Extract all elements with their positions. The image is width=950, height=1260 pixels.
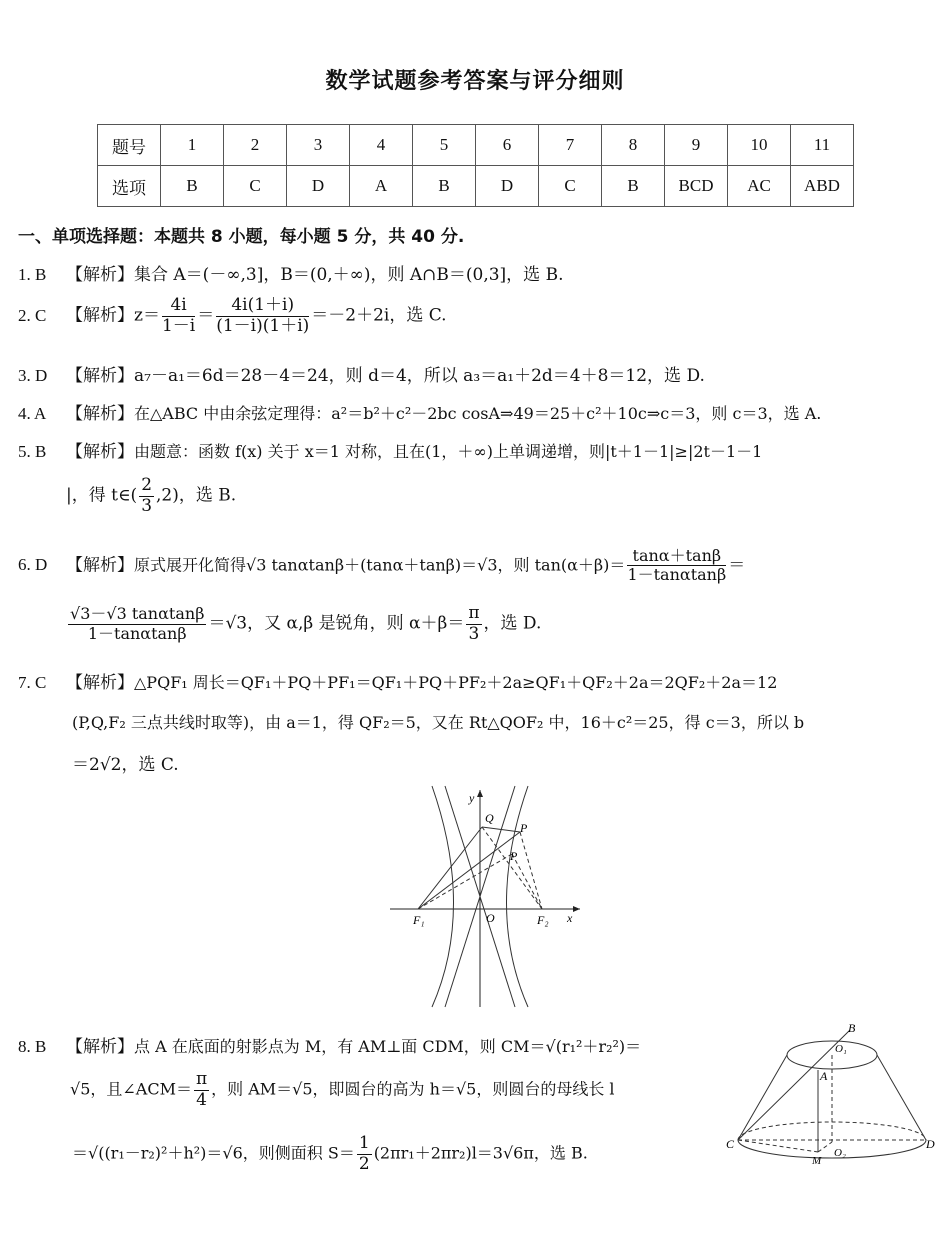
solution-text: △PQF₁ 周长＝QF₁＋PQ＋PF₁＝QF₁＋PQ＋PF₂＋2a≥QF₁＋QF₂＋2a＝2QF₂＋2a＝12 <box>134 673 778 692</box>
table-row-numbers <box>98 125 854 166</box>
point-label-o1: O₁ <box>835 1043 847 1055</box>
solution-line <box>18 361 705 386</box>
table-cell: 4 <box>350 125 413 166</box>
denominator: 1－i <box>161 315 196 336</box>
solution-line <box>18 399 821 424</box>
solution-text: ＝－2＋2i，选 C. <box>311 305 447 326</box>
analysis-tag: 【解析】 <box>66 673 134 693</box>
row-header-number: 题号 <box>98 125 161 166</box>
solution-line <box>66 604 541 644</box>
fraction <box>162 296 195 336</box>
frustum-figure <box>722 1018 940 1168</box>
solution-text: ＝√((r₁－r₂)²＋h²)＝√6，则侧面积 S＝ <box>72 1143 355 1163</box>
table-cell: D <box>476 166 539 207</box>
fraction <box>216 296 309 336</box>
solution-text: 点 A 在底面的射影点为 M，有 AM⊥面 CDM，则 CM＝√(r₁²＋r₂²)＝ <box>134 1037 642 1056</box>
point-label-o: O <box>486 911 495 925</box>
table-cell: 6 <box>476 125 539 166</box>
point-label-o2: O₂ <box>834 1147 846 1159</box>
table-cell: 7 <box>539 125 602 166</box>
table-cell: B <box>413 166 476 207</box>
table-cell: 9 <box>665 125 728 166</box>
point-label-p: P <box>520 821 528 835</box>
solution-text: ,2)，选 B. <box>156 485 237 506</box>
solution-line <box>18 437 762 462</box>
solution-text: 原式展开化简得√3 tanαtanβ＋(tanα＋tanβ)＝√3，则 tan(α＋β)＝ <box>134 555 626 575</box>
question-number: 7. C <box>18 673 47 692</box>
hyperbola-figure <box>385 782 585 1012</box>
axis-label-y: y <box>469 791 475 805</box>
solution-line <box>72 710 804 733</box>
section-heading: 一、单项选择题：本题共 8 小题，每小题 5 分，共 40 分. <box>18 227 465 247</box>
numerator: π <box>468 603 480 623</box>
table-cell: C <box>539 166 602 207</box>
solution-text: z＝ <box>134 305 160 326</box>
numerator: 2 <box>141 475 153 495</box>
point-label-p-alt: P <box>510 849 518 863</box>
analysis-tag: 【解析】 <box>66 366 134 386</box>
table-cell: A <box>350 166 413 207</box>
fraction <box>139 476 154 516</box>
solution-line <box>70 1070 615 1110</box>
solution-text: ＝√3，又 α,β 是锐角，则 α＋β＝ <box>208 613 465 634</box>
table-cell: C <box>224 166 287 207</box>
solution-text: ，选 D. <box>483 613 542 634</box>
solution-line <box>66 476 236 516</box>
solution-line <box>18 547 745 585</box>
denominator: 2 <box>358 1153 370 1174</box>
table-cell: 3 <box>287 125 350 166</box>
denominator: 1－tanαtanβ <box>627 565 727 585</box>
solution-text: ＝2√2，选 C. <box>72 755 179 775</box>
denominator: (1－i)(1＋i) <box>216 315 310 336</box>
answer-table <box>97 124 854 207</box>
analysis-tag: 【解析】 <box>66 265 134 285</box>
analysis-tag: 【解析】 <box>66 404 134 424</box>
question-number: 2. C <box>18 305 47 325</box>
question-number: 8. B <box>18 1037 47 1056</box>
table-cell: D <box>287 166 350 207</box>
analysis-tag: 【解析】 <box>66 555 134 576</box>
fraction <box>466 604 481 644</box>
denominator: 4 <box>196 1089 207 1110</box>
table-cell: 5 <box>413 125 476 166</box>
table-cell: 1 <box>161 125 224 166</box>
table-cell: BCD <box>665 166 728 207</box>
analysis-tag: 【解析】 <box>66 1037 134 1057</box>
solution-text: ＝ <box>197 305 215 326</box>
question-number: 5. B <box>18 442 47 461</box>
table-cell: B <box>161 166 224 207</box>
solution-line <box>72 750 179 775</box>
table-cell: AC <box>728 166 791 207</box>
table-cell: 10 <box>728 125 791 166</box>
solution-text: 在△ABC 中由余弦定理得：a²＝b²＋c²－2bc cosA⇒49＝25＋c²＋10c⇒c＝3，则 c＝3，选 A. <box>134 404 822 423</box>
point-label-d: D <box>926 1137 935 1151</box>
table-row-answers <box>98 166 854 207</box>
point-label-c: C <box>726 1137 735 1151</box>
solution-text: a₇－a₁＝6d＝28－4＝24，则 d＝4，所以 a₃＝a₁＋2d＝4＋8＝12，选 D. <box>134 366 705 386</box>
solution-line <box>18 296 447 336</box>
numerator: tanα＋tanβ <box>627 547 726 566</box>
table-cell: B <box>602 166 665 207</box>
table-cell: 8 <box>602 125 665 166</box>
solution-text: 由题意：函数 f(x) 关于 x＝1 对称，且在(1，＋∞)上单调递增，则|t＋1－1|≥|2t－1－1 <box>134 442 763 461</box>
solution-line <box>18 1032 641 1057</box>
point-label-m: M <box>812 1155 822 1167</box>
denominator: 1－tanαtanβ <box>87 623 187 643</box>
denominator: 3 <box>141 495 153 516</box>
table-cell: ABD <box>791 166 854 207</box>
solution-text: ＝ <box>728 555 746 576</box>
row-header-answer: 选项 <box>98 166 161 207</box>
solution-text: (2πr₁＋2πr₂)l＝3√6π，选 B. <box>373 1143 588 1163</box>
solution-text: ，则 AM＝√5，即圆台的高为 h＝√5，则圆台的母线长 l <box>211 1079 615 1099</box>
solution-text: 集合 A＝(－∞,3]，B＝(0,＋∞)，则 A∩B＝(0,3]，选 B. <box>134 265 564 285</box>
table-cell: 11 <box>791 125 854 166</box>
analysis-tag: 【解析】 <box>66 442 134 462</box>
fraction <box>627 547 726 585</box>
solution-text: |，得 t∈( <box>66 485 138 506</box>
numerator: 4i(1＋i) <box>216 296 309 317</box>
numerator: √3－√3 tanαtanβ <box>70 604 205 624</box>
fraction <box>194 1070 209 1110</box>
numerator: 1 <box>358 1133 370 1153</box>
solution-line <box>72 1134 588 1174</box>
question-number: 6. D <box>18 555 48 575</box>
table-cell: 2 <box>224 125 287 166</box>
numerator: π <box>195 1069 208 1089</box>
solution-text: (P,Q,F₂ 三点共线时取等)，由 a＝1，得 QF₂＝5，又在 Rt△QOF₂ 中，16＋c²＝25，得 c＝3，所以 b <box>72 713 805 732</box>
denominator: 3 <box>468 623 480 644</box>
point-label-f1: F₁ <box>413 913 425 927</box>
point-label-f2: F₂ <box>537 913 549 927</box>
fraction <box>68 605 206 643</box>
point-label-q: Q <box>485 811 494 825</box>
fraction <box>357 1134 372 1174</box>
point-label-b: B <box>848 1021 856 1035</box>
solution-text: √5，且∠ACM＝ <box>70 1079 192 1099</box>
axis-label-x: x <box>567 911 573 925</box>
question-number: 3. D <box>18 366 48 385</box>
solution-line <box>18 260 563 285</box>
point-label-a: A <box>820 1069 828 1083</box>
question-number: 1. B <box>18 265 47 284</box>
numerator: 4i <box>162 296 195 317</box>
analysis-tag: 【解析】 <box>66 305 134 326</box>
solution-line <box>18 668 777 693</box>
question-number: 4. A <box>18 404 47 423</box>
page-title: 数学试题参考答案与评分细则 <box>325 69 625 94</box>
